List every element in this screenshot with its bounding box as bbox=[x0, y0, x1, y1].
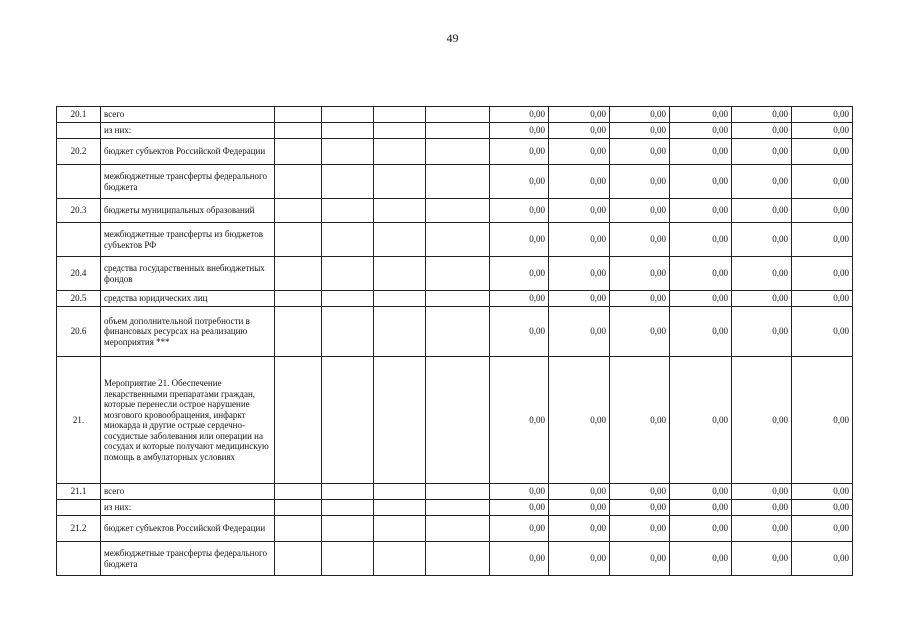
value-cell: 0,00 bbox=[732, 500, 792, 516]
empty-cell bbox=[426, 307, 490, 357]
table-row bbox=[57, 357, 853, 484]
value-cell: 0,00 bbox=[732, 516, 792, 542]
table-row bbox=[57, 123, 853, 139]
empty-cell bbox=[275, 165, 322, 199]
empty-cell bbox=[374, 165, 426, 199]
empty-cell bbox=[322, 291, 374, 307]
row-number bbox=[57, 223, 101, 257]
empty-cell bbox=[426, 223, 490, 257]
row-label: бюджет субъектов Российской Федерации bbox=[101, 139, 275, 165]
row-label: Мероприятие 21. Обеспечение лекарственными препаратами граждан, которые перенесли острое нарушение мозгового кровообращения, инфаркт миокарда и другие острые сердечно-сосудистые заболевания или операции на сосудах и которые получают медицинскую помощь в амбулаторных условиях bbox=[101, 357, 275, 484]
value-cell: 0,00 bbox=[792, 307, 853, 357]
value-cell: 0,00 bbox=[610, 516, 670, 542]
value-cell: 0,00 bbox=[792, 107, 853, 123]
value-cell: 0,00 bbox=[610, 500, 670, 516]
value-cell: 0,00 bbox=[732, 257, 792, 291]
table-row bbox=[57, 257, 853, 291]
value-cell: 0,00 bbox=[610, 484, 670, 500]
table-row bbox=[57, 165, 853, 199]
value-cell: 0,00 bbox=[732, 484, 792, 500]
table-row bbox=[57, 516, 853, 542]
table-row bbox=[57, 139, 853, 165]
value-cell: 0,00 bbox=[549, 500, 610, 516]
row-number: 20.4 bbox=[57, 257, 101, 291]
value-cell: 0,00 bbox=[670, 500, 732, 516]
value-cell: 0,00 bbox=[610, 165, 670, 199]
value-cell: 0,00 bbox=[549, 107, 610, 123]
value-cell: 0,00 bbox=[549, 307, 610, 357]
empty-cell bbox=[426, 291, 490, 307]
empty-cell bbox=[275, 291, 322, 307]
value-cell: 0,00 bbox=[610, 257, 670, 291]
row-label: бюджет субъектов Российской Федерации bbox=[101, 516, 275, 542]
empty-cell bbox=[374, 307, 426, 357]
empty-cell bbox=[275, 516, 322, 542]
empty-cell bbox=[275, 123, 322, 139]
value-cell: 0,00 bbox=[732, 291, 792, 307]
empty-cell bbox=[374, 107, 426, 123]
value-cell: 0,00 bbox=[549, 291, 610, 307]
value-cell: 0,00 bbox=[610, 199, 670, 223]
value-cell: 0,00 bbox=[610, 107, 670, 123]
empty-cell bbox=[374, 291, 426, 307]
empty-cell bbox=[322, 542, 374, 576]
table-row bbox=[57, 223, 853, 257]
value-cell: 0,00 bbox=[490, 516, 549, 542]
value-cell: 0,00 bbox=[670, 357, 732, 484]
value-cell: 0,00 bbox=[549, 139, 610, 165]
value-cell: 0,00 bbox=[670, 139, 732, 165]
empty-cell bbox=[275, 107, 322, 123]
row-label: объем дополнительной потребности в финансовых ресурсах на реализацию мероприятия *** bbox=[101, 307, 275, 357]
empty-cell bbox=[322, 257, 374, 291]
empty-cell bbox=[322, 223, 374, 257]
empty-cell bbox=[426, 139, 490, 165]
value-cell: 0,00 bbox=[670, 291, 732, 307]
value-cell: 0,00 bbox=[490, 139, 549, 165]
value-cell: 0,00 bbox=[490, 291, 549, 307]
value-cell: 0,00 bbox=[490, 123, 549, 139]
empty-cell bbox=[426, 123, 490, 139]
value-cell: 0,00 bbox=[792, 123, 853, 139]
empty-cell bbox=[322, 484, 374, 500]
table-row bbox=[57, 307, 853, 357]
value-cell: 0,00 bbox=[792, 139, 853, 165]
value-cell: 0,00 bbox=[610, 139, 670, 165]
empty-cell bbox=[426, 257, 490, 291]
row-label: межбюджетные трансферты федерального бюджета bbox=[101, 542, 275, 576]
value-cell: 0,00 bbox=[490, 257, 549, 291]
empty-cell bbox=[322, 107, 374, 123]
empty-cell bbox=[275, 223, 322, 257]
value-cell: 0,00 bbox=[549, 516, 610, 542]
row-label: межбюджетные трансферты федерального бюджета bbox=[101, 165, 275, 199]
empty-cell bbox=[275, 257, 322, 291]
empty-cell bbox=[275, 199, 322, 223]
row-label: межбюджетные трансферты из бюджетов субъектов РФ bbox=[101, 223, 275, 257]
row-label: всего bbox=[101, 107, 275, 123]
empty-cell bbox=[426, 165, 490, 199]
empty-cell bbox=[275, 500, 322, 516]
value-cell: 0,00 bbox=[490, 307, 549, 357]
value-cell: 0,00 bbox=[670, 165, 732, 199]
row-number: 21.1 bbox=[57, 484, 101, 500]
value-cell: 0,00 bbox=[670, 257, 732, 291]
value-cell: 0,00 bbox=[792, 257, 853, 291]
value-cell: 0,00 bbox=[732, 165, 792, 199]
empty-cell bbox=[426, 357, 490, 484]
value-cell: 0,00 bbox=[490, 165, 549, 199]
value-cell: 0,00 bbox=[490, 500, 549, 516]
row-number bbox=[57, 123, 101, 139]
row-label: из них: bbox=[101, 123, 275, 139]
table-row bbox=[57, 484, 853, 500]
value-cell: 0,00 bbox=[549, 123, 610, 139]
row-number: 21.2 bbox=[57, 516, 101, 542]
value-cell: 0,00 bbox=[670, 516, 732, 542]
value-cell: 0,00 bbox=[670, 107, 732, 123]
empty-cell bbox=[374, 123, 426, 139]
value-cell: 0,00 bbox=[670, 307, 732, 357]
value-cell: 0,00 bbox=[549, 223, 610, 257]
row-number: 20.3 bbox=[57, 199, 101, 223]
empty-cell bbox=[374, 139, 426, 165]
budget-table bbox=[56, 106, 853, 576]
value-cell: 0,00 bbox=[610, 307, 670, 357]
value-cell: 0,00 bbox=[732, 357, 792, 484]
value-cell: 0,00 bbox=[549, 165, 610, 199]
value-cell: 0,00 bbox=[549, 357, 610, 484]
row-number: 21. bbox=[57, 357, 101, 484]
value-cell: 0,00 bbox=[610, 291, 670, 307]
empty-cell bbox=[322, 139, 374, 165]
value-cell: 0,00 bbox=[792, 484, 853, 500]
row-label: всего bbox=[101, 484, 275, 500]
value-cell: 0,00 bbox=[792, 357, 853, 484]
empty-cell bbox=[275, 484, 322, 500]
empty-cell bbox=[322, 357, 374, 484]
empty-cell bbox=[322, 165, 374, 199]
row-label: средства юридических лиц bbox=[101, 291, 275, 307]
empty-cell bbox=[374, 257, 426, 291]
empty-cell bbox=[322, 307, 374, 357]
value-cell: 0,00 bbox=[732, 139, 792, 165]
row-number: 20.2 bbox=[57, 139, 101, 165]
empty-cell bbox=[275, 307, 322, 357]
value-cell: 0,00 bbox=[732, 542, 792, 576]
table-row bbox=[57, 107, 853, 123]
value-cell: 0,00 bbox=[792, 542, 853, 576]
value-cell: 0,00 bbox=[610, 223, 670, 257]
table-row bbox=[57, 199, 853, 223]
value-cell: 0,00 bbox=[549, 257, 610, 291]
empty-cell bbox=[275, 542, 322, 576]
value-cell: 0,00 bbox=[670, 542, 732, 576]
value-cell: 0,00 bbox=[490, 484, 549, 500]
value-cell: 0,00 bbox=[490, 107, 549, 123]
empty-cell bbox=[322, 516, 374, 542]
empty-cell bbox=[426, 500, 490, 516]
value-cell: 0,00 bbox=[670, 123, 732, 139]
value-cell: 0,00 bbox=[732, 199, 792, 223]
value-cell: 0,00 bbox=[792, 165, 853, 199]
empty-cell bbox=[275, 139, 322, 165]
value-cell: 0,00 bbox=[549, 542, 610, 576]
value-cell: 0,00 bbox=[792, 500, 853, 516]
value-cell: 0,00 bbox=[732, 123, 792, 139]
value-cell: 0,00 bbox=[549, 199, 610, 223]
empty-cell bbox=[426, 516, 490, 542]
value-cell: 0,00 bbox=[792, 516, 853, 542]
empty-cell bbox=[426, 107, 490, 123]
table-row bbox=[57, 542, 853, 576]
value-cell: 0,00 bbox=[732, 107, 792, 123]
value-cell: 0,00 bbox=[670, 199, 732, 223]
empty-cell bbox=[374, 516, 426, 542]
value-cell: 0,00 bbox=[792, 199, 853, 223]
value-cell: 0,00 bbox=[549, 484, 610, 500]
empty-cell bbox=[426, 542, 490, 576]
empty-cell bbox=[322, 199, 374, 223]
empty-cell bbox=[275, 357, 322, 484]
empty-cell bbox=[322, 500, 374, 516]
empty-cell bbox=[374, 484, 426, 500]
value-cell: 0,00 bbox=[490, 542, 549, 576]
empty-cell bbox=[322, 123, 374, 139]
table-row bbox=[57, 291, 853, 307]
row-label: бюджеты муниципальных образований bbox=[101, 199, 275, 223]
page-number: 49 bbox=[446, 31, 459, 45]
value-cell: 0,00 bbox=[490, 199, 549, 223]
value-cell: 0,00 bbox=[732, 223, 792, 257]
row-number: 20.1 bbox=[57, 107, 101, 123]
row-label: из них: bbox=[101, 500, 275, 516]
empty-cell bbox=[374, 223, 426, 257]
empty-cell bbox=[374, 357, 426, 484]
value-cell: 0,00 bbox=[610, 357, 670, 484]
row-number bbox=[57, 165, 101, 199]
value-cell: 0,00 bbox=[610, 542, 670, 576]
value-cell: 0,00 bbox=[670, 484, 732, 500]
table-row bbox=[57, 500, 853, 516]
empty-cell bbox=[426, 199, 490, 223]
row-number bbox=[57, 500, 101, 516]
value-cell: 0,00 bbox=[610, 123, 670, 139]
value-cell: 0,00 bbox=[490, 357, 549, 484]
value-cell: 0,00 bbox=[490, 223, 549, 257]
empty-cell bbox=[426, 484, 490, 500]
empty-cell bbox=[374, 542, 426, 576]
row-label: средства государственных внебюджетных фондов bbox=[101, 257, 275, 291]
row-number: 20.5 bbox=[57, 291, 101, 307]
value-cell: 0,00 bbox=[670, 223, 732, 257]
value-cell: 0,00 bbox=[732, 307, 792, 357]
row-number bbox=[57, 542, 101, 576]
empty-cell bbox=[374, 500, 426, 516]
value-cell: 0,00 bbox=[792, 291, 853, 307]
empty-cell bbox=[374, 199, 426, 223]
value-cell: 0,00 bbox=[792, 223, 853, 257]
row-number: 20.6 bbox=[57, 307, 101, 357]
